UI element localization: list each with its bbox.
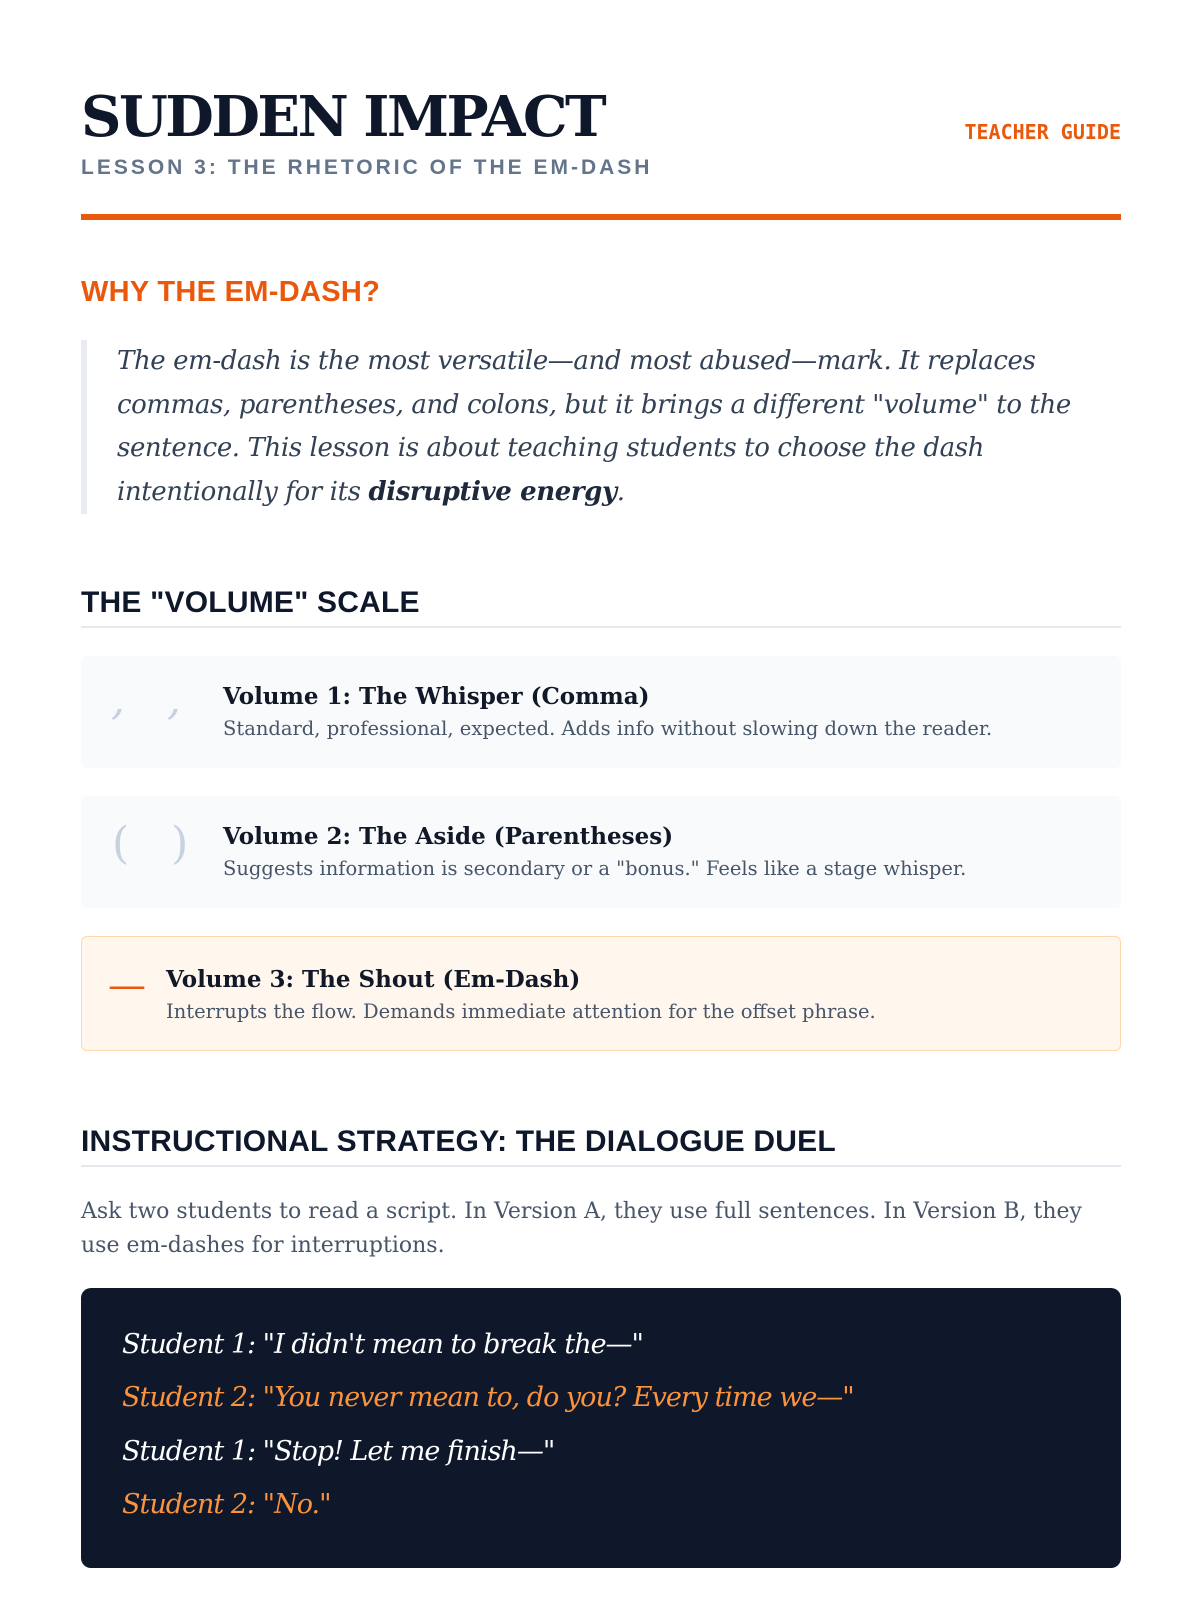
dialogue-line: Student 1: "Stop! Let me finish—" bbox=[122, 1436, 555, 1467]
quote-text: The em-dash is the most versatile—and most abused—mark. It replaces commas, parentheses, and colons, but it brings a different "volume" to the sentence. This lesson is about teaching students to choose the dash intentionally for its bbox=[117, 346, 1071, 507]
strategy-paragraph: Ask two students to read a script. In Version A, they use full sentences. In Version B, they use em-dashes for interruptions. bbox=[81, 1199, 1082, 1258]
volume-card-em-dash bbox=[81, 936, 1121, 1051]
volume-scale-heading: THE "VOLUME" SCALE bbox=[81, 586, 420, 619]
parentheses-glyph-icon: ( ) bbox=[112, 818, 189, 869]
dialogue-line: Student 1: "I didn't mean to break the—" bbox=[122, 1329, 643, 1360]
volume-card-description: Interrupts the flow. Demands immediate attention for the offset phrase. bbox=[166, 1000, 876, 1023]
em-dash-glyph-icon: — bbox=[108, 963, 146, 1007]
volume-card-description: Suggests information is secondary or a "bonus." Feels like a stage whisper. bbox=[223, 857, 967, 880]
section-divider bbox=[81, 1165, 1121, 1167]
lesson-subtitle: LESSON 3: THE RHETORIC OF THE EM-DASH bbox=[81, 156, 653, 179]
section-divider bbox=[81, 626, 1121, 628]
volume-card-description: Standard, professional, expected. Adds info without slowing down the reader. bbox=[223, 717, 993, 740]
teacher-guide-badge: TEACHER GUIDE bbox=[964, 120, 1121, 144]
dialogue-line: Student 2: "No." bbox=[122, 1489, 331, 1520]
volume-card-title: Volume 3: The Shout (Em-Dash) bbox=[166, 966, 581, 993]
volume-card-title: Volume 1: The Whisper (Comma) bbox=[223, 683, 650, 710]
dialogue-box bbox=[81, 1288, 1121, 1568]
intro-heading: WHY THE EM-DASH? bbox=[81, 276, 381, 308]
header-divider bbox=[81, 214, 1121, 220]
strategy-heading: INSTRUCTIONAL STRATEGY: THE DIALOGUE DUEL bbox=[81, 1125, 836, 1158]
quote-emphasis: disruptive energy bbox=[368, 476, 617, 507]
intro-blockquote bbox=[81, 340, 1117, 514]
document-header bbox=[81, 82, 1121, 222]
quote-end: . bbox=[616, 476, 625, 507]
volume-card-comma bbox=[81, 656, 1121, 768]
comma-glyph-icon: , , bbox=[111, 674, 181, 725]
volume-card-parentheses bbox=[81, 796, 1121, 908]
dialogue-line: Student 2: "You never mean to, do you? Every time we—" bbox=[122, 1382, 854, 1413]
volume-card-title: Volume 2: The Aside (Parentheses) bbox=[223, 823, 674, 850]
document-title: SUDDEN IMPACT bbox=[81, 84, 605, 150]
